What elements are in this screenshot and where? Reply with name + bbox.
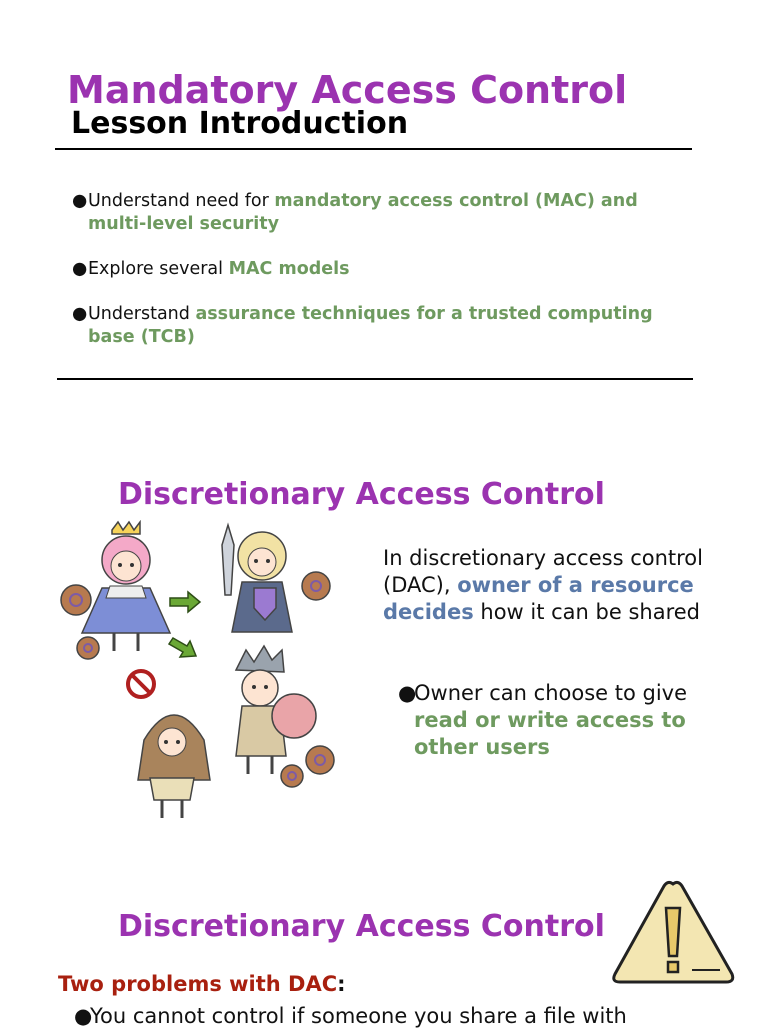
dac-sub-bullet [398, 680, 698, 761]
problem-bullet [74, 1003, 714, 1030]
problems-label-colon: : [337, 972, 346, 996]
bullet-icon: ● [72, 191, 88, 211]
dac-text-end: how it can be shared [473, 600, 700, 624]
objectives-list [72, 190, 702, 371]
bullet-highlight: assurance techniques for a trusted computing base (TCB) [88, 304, 653, 347]
crown-icon [112, 522, 140, 534]
bullet-highlight: mandatory access control (MAC) and multi-level security [88, 191, 638, 234]
slide3-title: Discretionary Access Control [118, 909, 605, 944]
owner-character [82, 522, 170, 651]
money-bag-icon [77, 637, 99, 659]
dac-illustration [40, 520, 360, 830]
bullet-icon: ● [72, 259, 88, 279]
section-divider [57, 378, 693, 380]
arrow-right-icon [169, 638, 196, 657]
sub-bullet-highlight: read or write access to other users [414, 708, 686, 759]
bullet-icon: ● [74, 1004, 93, 1028]
slide1-title: Mandatory Access Control [67, 68, 628, 112]
denied-user-character [138, 715, 210, 818]
list-item [72, 190, 702, 236]
list-item [72, 258, 702, 281]
money-bag-icon [306, 746, 334, 774]
bullet-icon: ● [72, 304, 88, 324]
dac-description [383, 545, 703, 626]
warrior-character [236, 646, 316, 774]
bullet-text: Understand [88, 304, 196, 324]
slide1-subtitle: Lesson Introduction [71, 106, 409, 141]
list-item [72, 303, 702, 349]
dac-text-plain: In discretionary access control (DAC), [383, 546, 703, 597]
money-bag-icon [61, 585, 91, 615]
problems-label-text: Two problems with DAC [58, 972, 338, 996]
dac-text-highlight: owner of a resource decides [383, 573, 694, 624]
bullet-highlight: MAC models [228, 259, 350, 279]
money-bag-icon [281, 765, 303, 787]
slide2-title: Discretionary Access Control [118, 477, 605, 512]
list-item [398, 680, 698, 761]
knight-character [222, 525, 292, 632]
arrow-right-icon [170, 592, 200, 612]
no-entry-icon [128, 671, 154, 697]
money-bag-icon [302, 572, 330, 600]
title-divider [55, 148, 692, 150]
bullet-text: Understand need for [88, 191, 275, 211]
sub-bullet-text: Owner can choose to give [414, 681, 687, 705]
bullet-icon: ● [398, 681, 417, 705]
problems-label [58, 972, 346, 996]
bullet-text: Explore several [88, 259, 229, 279]
list-item [74, 1003, 714, 1030]
warning-icon [608, 878, 738, 988]
problem-text: You cannot control if someone you share a file with [90, 1004, 627, 1028]
